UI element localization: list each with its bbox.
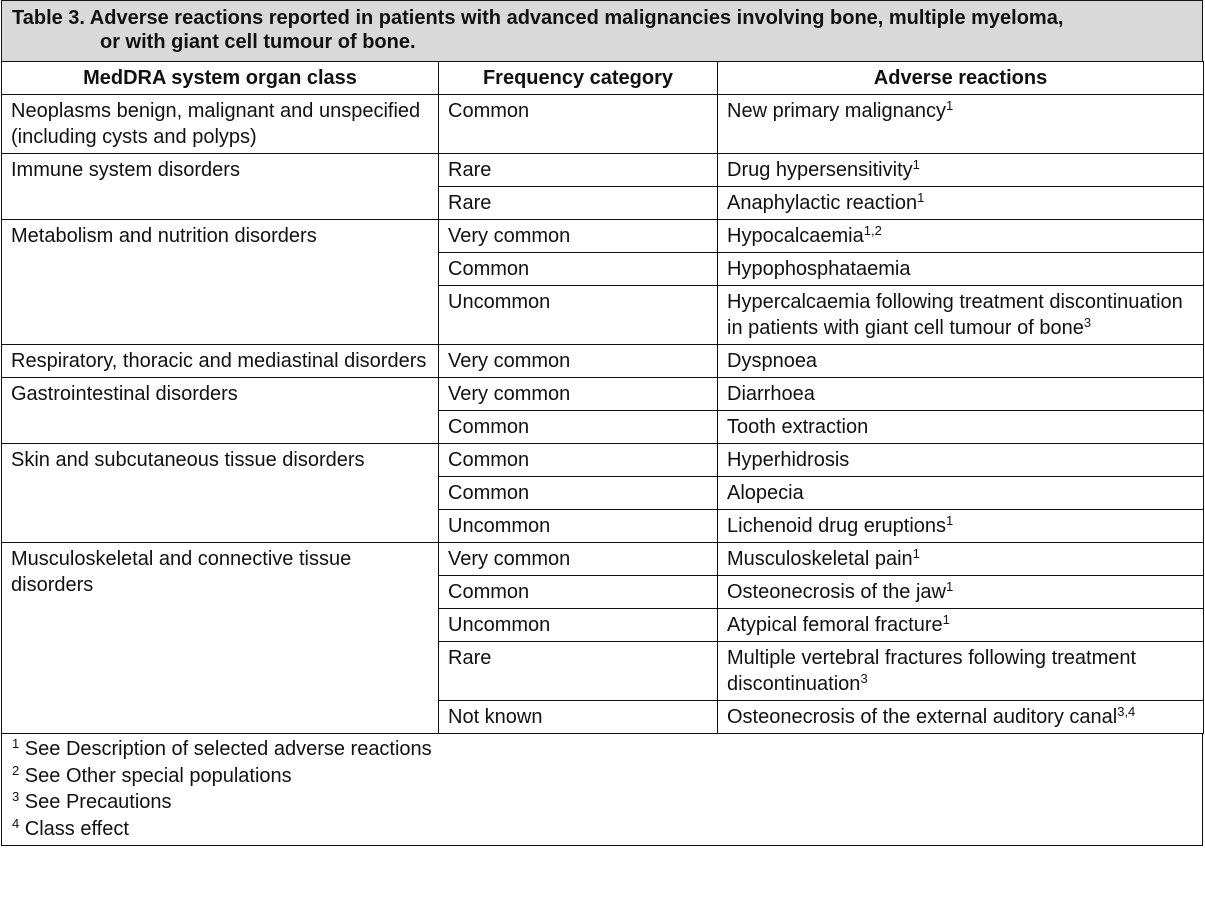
- reaction-text: Alopecia: [727, 482, 804, 504]
- table-row: [2, 543, 1204, 576]
- table-row: [2, 378, 1204, 411]
- footnote-item: [12, 789, 1192, 816]
- reaction-cell: [718, 95, 1204, 154]
- footnote-text: See Other special populations: [24, 764, 292, 787]
- footnote-number: 3: [12, 789, 20, 804]
- reaction-text: Hypocalcaemia: [727, 225, 864, 247]
- frequency-cell: Uncommon: [439, 510, 718, 543]
- footnote-marker: 1,2: [863, 223, 882, 238]
- table-caption: [1, 0, 1203, 61]
- soc-cell: Metabolism and nutrition disorders: [2, 220, 439, 345]
- table-row: [2, 345, 1204, 378]
- frequency-cell: Rare: [439, 642, 718, 701]
- frequency-cell: Rare: [439, 154, 718, 187]
- footnote-marker: 3: [1083, 315, 1092, 330]
- table-header-row: [2, 62, 1204, 95]
- reaction-text: Hyperhidrosis: [727, 449, 850, 471]
- footnote-text: See Precautions: [24, 791, 172, 813]
- reaction-cell: [718, 253, 1204, 286]
- footnote-marker: 1: [917, 190, 925, 205]
- reaction-cell: [718, 154, 1204, 187]
- table-row: [2, 154, 1204, 187]
- footnote-item: [12, 736, 1192, 763]
- footnote-marker: 1: [942, 612, 950, 627]
- frequency-cell: Common: [439, 411, 718, 444]
- footnote-number: 4: [12, 815, 20, 831]
- footnote-number: 1: [12, 736, 20, 751]
- footnote-marker: 1: [945, 98, 954, 113]
- footnote-marker: 1: [946, 513, 954, 528]
- table-row: [2, 220, 1204, 253]
- table-row: [2, 444, 1204, 477]
- footnote-item: [12, 763, 1192, 790]
- reaction-cell: [718, 609, 1204, 642]
- reaction-text: Drug hypersensitivity: [727, 159, 913, 181]
- reaction-text: New primary malignancy: [727, 100, 946, 122]
- frequency-cell: Very common: [439, 378, 718, 411]
- reaction-text: Musculoskeletal pain: [727, 548, 913, 570]
- table-body: [2, 95, 1204, 734]
- frequency-cell: Common: [439, 253, 718, 286]
- reaction-text: Diarrhoea: [727, 383, 815, 405]
- frequency-cell: Uncommon: [439, 286, 718, 345]
- table-row: [2, 95, 1204, 154]
- reaction-cell: [718, 543, 1204, 576]
- soc-cell: Neoplasms benign, malignant and unspecified (including cysts and polyps): [2, 95, 439, 154]
- reaction-cell: [718, 378, 1204, 411]
- caption-line-1: Table 3. Adverse reactions reported in patients with advanced malignancies involving bone, multiple myeloma,: [12, 7, 1064, 29]
- frequency-cell: Rare: [439, 187, 718, 220]
- reaction-cell: [718, 510, 1204, 543]
- reaction-cell: [718, 220, 1204, 253]
- footnote-marker: 1: [912, 157, 920, 172]
- header-reactions: Adverse reactions: [718, 62, 1204, 95]
- frequency-cell: Common: [439, 477, 718, 510]
- footnote-marker: 3: [860, 671, 868, 686]
- frequency-cell: Uncommon: [439, 609, 718, 642]
- reaction-text: Osteonecrosis of the jaw: [727, 581, 946, 603]
- caption-line-2: or with giant cell tumour of bone.: [100, 31, 416, 53]
- soc-cell: Skin and subcutaneous tissue disorders: [2, 444, 439, 543]
- adverse-reactions-table-document: [1, 0, 1203, 907]
- footnote-marker: 3,4: [1117, 704, 1136, 719]
- reaction-text: Multiple vertebral fractures following treatment discontinuation: [727, 647, 1137, 695]
- reaction-text: Hypophosphataemia: [727, 258, 911, 280]
- reaction-cell: [718, 576, 1204, 609]
- frequency-cell: Very common: [439, 220, 718, 253]
- header-soc: MedDRA system organ class: [2, 62, 439, 95]
- reaction-cell: [718, 187, 1204, 220]
- frequency-cell: Not known: [439, 701, 718, 734]
- reaction-cell: [718, 286, 1204, 345]
- reaction-text: Dyspnoea: [727, 350, 818, 372]
- reaction-text: Lichenoid drug eruptions: [727, 515, 947, 537]
- soc-cell: Respiratory, thoracic and mediastinal disorders: [2, 345, 439, 378]
- reaction-text: Tooth extraction: [727, 416, 869, 438]
- footnote-text: Class effect: [24, 817, 129, 840]
- frequency-cell: Common: [439, 444, 718, 477]
- header-frequency: Frequency category: [439, 62, 718, 95]
- footnote-number: 2: [12, 762, 20, 778]
- reaction-cell: [718, 444, 1204, 477]
- frequency-cell: Common: [439, 95, 718, 154]
- reaction-cell: [718, 642, 1204, 701]
- soc-cell: Musculoskeletal and connective tissue disorders: [2, 543, 439, 734]
- frequency-cell: Very common: [439, 345, 718, 378]
- reaction-text: Anaphylactic reaction: [727, 192, 918, 214]
- reaction-cell: [718, 345, 1204, 378]
- footnotes: [1, 734, 1203, 846]
- reaction-cell: [718, 411, 1204, 444]
- footnote-item: [12, 816, 1192, 843]
- footnote-text: See Description of selected adverse reactions: [24, 738, 432, 760]
- reaction-text: Osteonecrosis of the external auditory canal: [727, 706, 1118, 728]
- frequency-cell: Very common: [439, 543, 718, 576]
- reaction-cell: [718, 701, 1204, 734]
- reaction-text: Atypical femoral fracture: [727, 614, 943, 636]
- reaction-cell: [718, 477, 1204, 510]
- reaction-text: Hypercalcaemia following treatment discontinuation in patients with giant cell tumour of bone: [727, 291, 1183, 339]
- adverse-reactions-table: [1, 61, 1204, 734]
- footnote-marker: 1: [912, 546, 920, 561]
- soc-cell: Immune system disorders: [2, 154, 439, 220]
- soc-cell: Gastrointestinal disorders: [2, 378, 439, 444]
- footnote-marker: 1: [946, 579, 954, 594]
- frequency-cell: Common: [439, 576, 718, 609]
